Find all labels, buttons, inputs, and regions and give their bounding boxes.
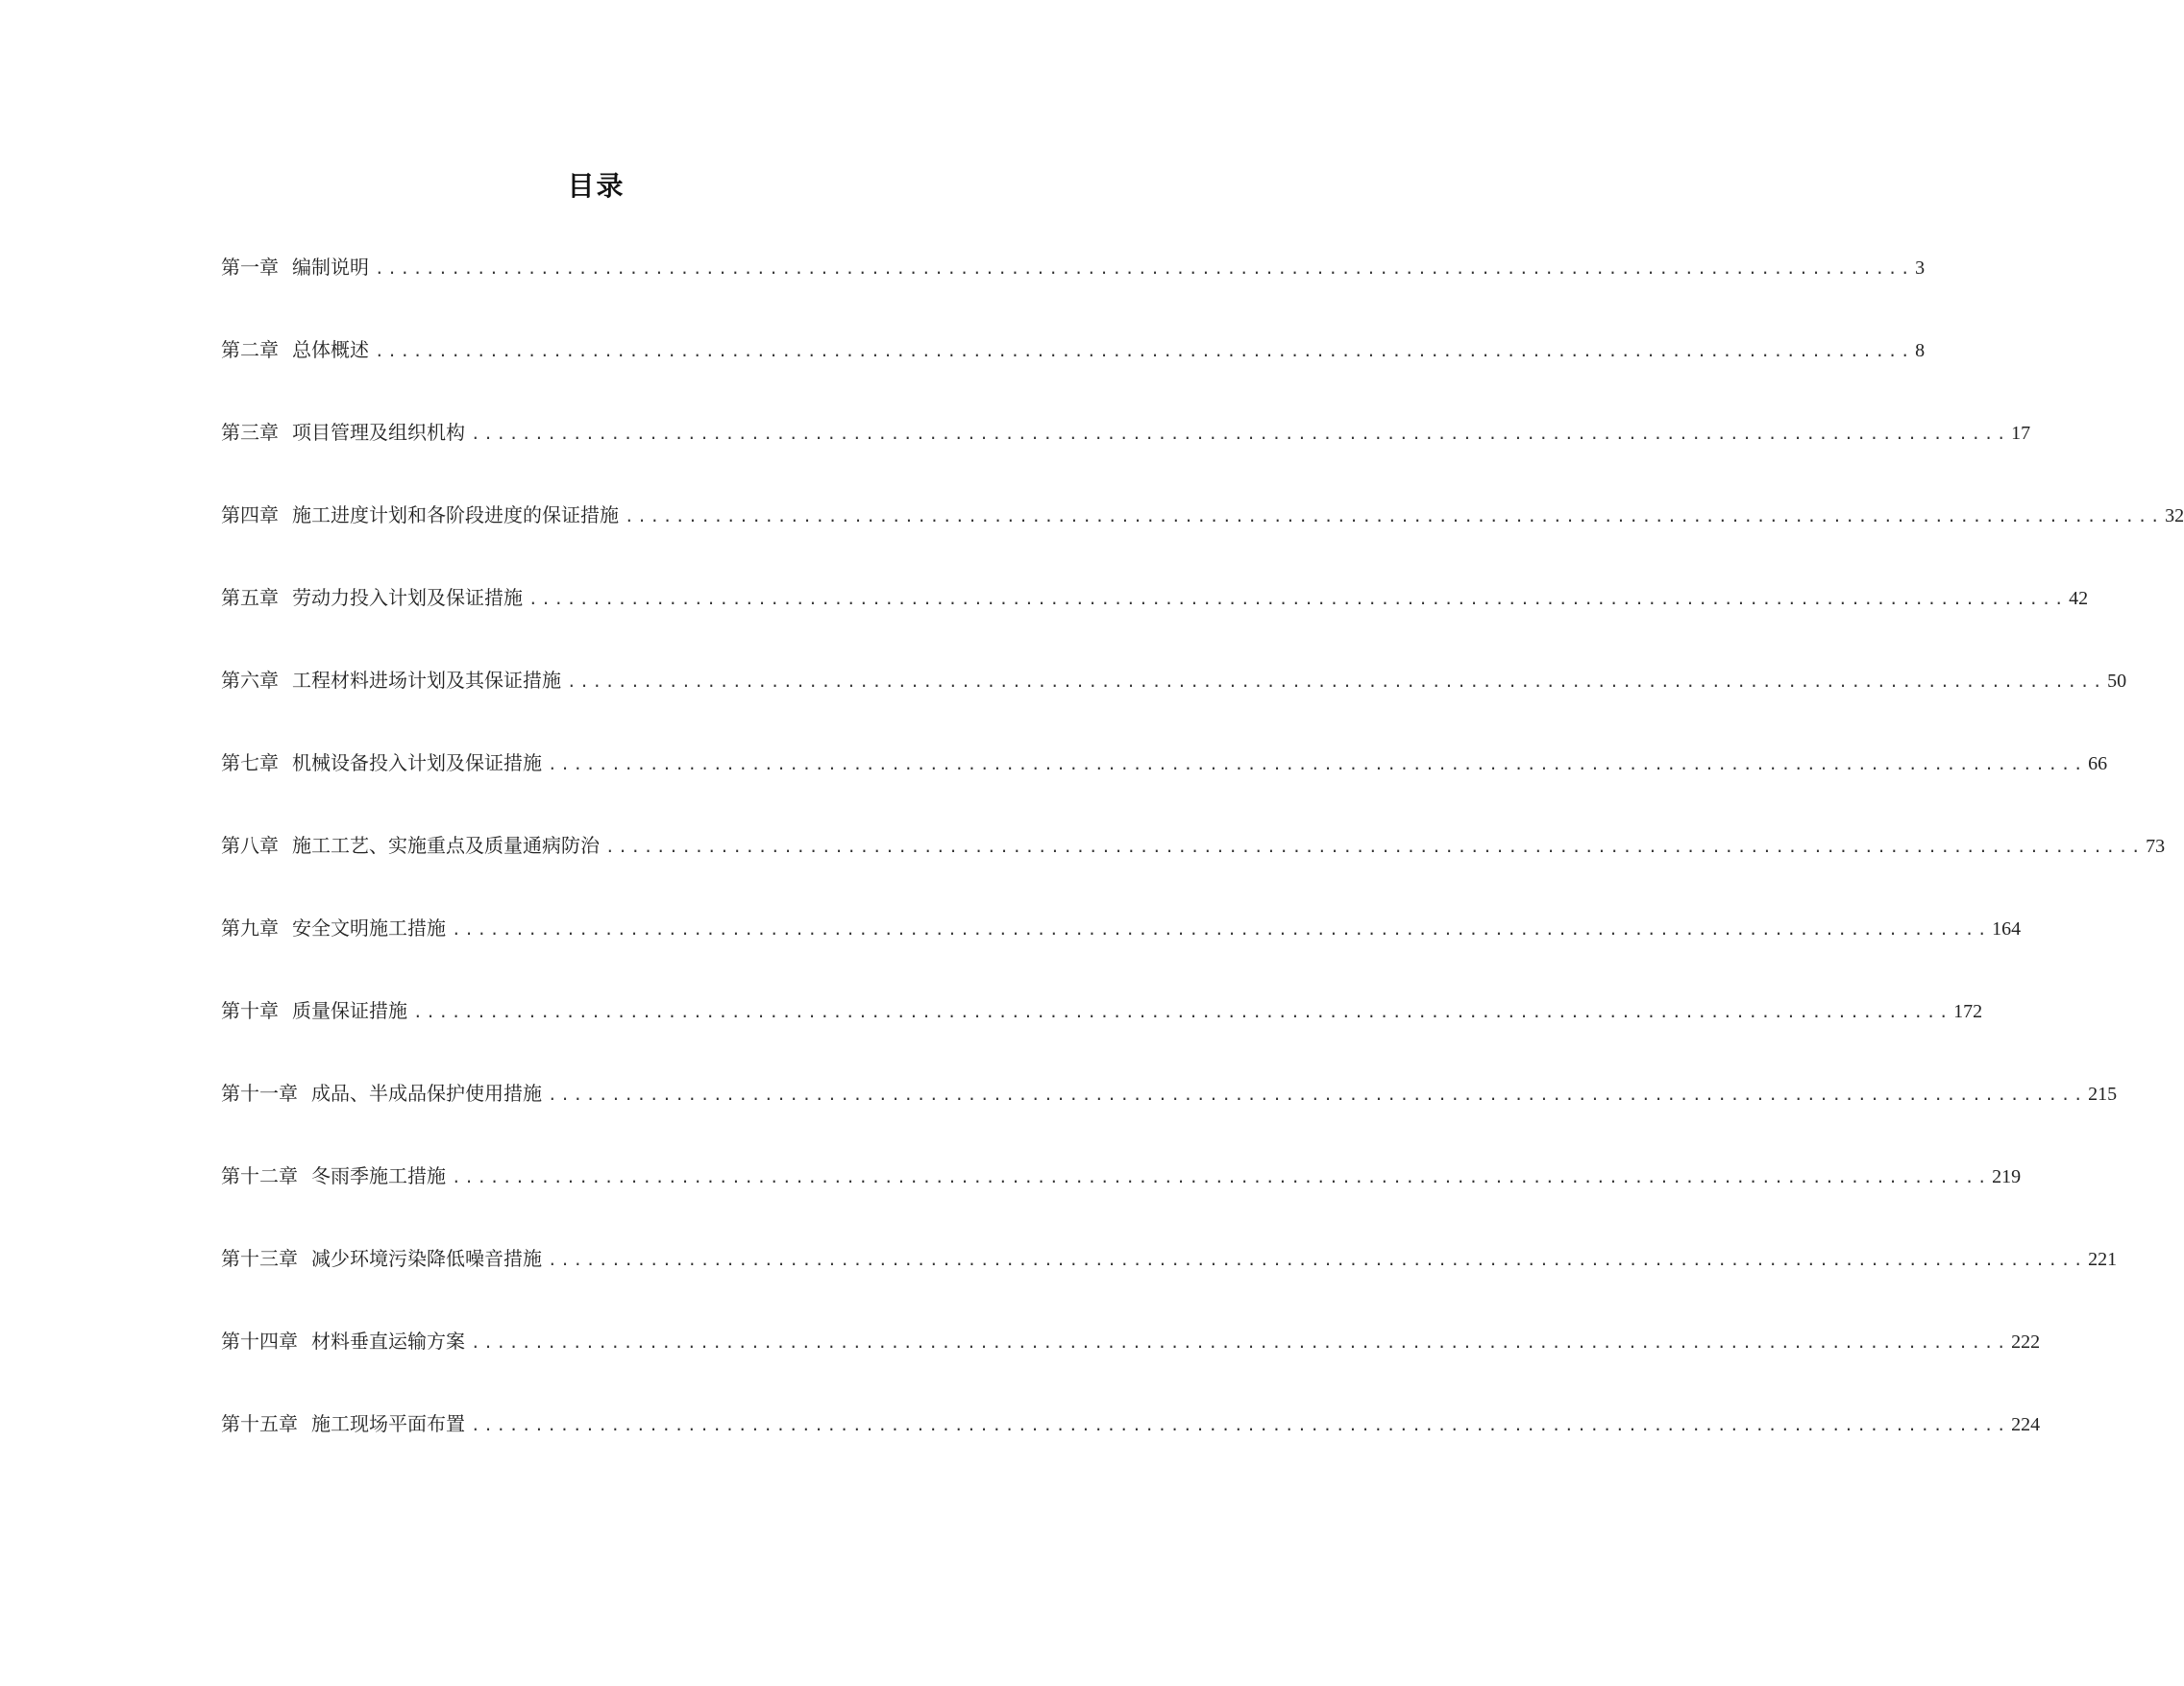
- toc-chapter-number: 第七章: [221, 751, 279, 774]
- toc-chapter-title: 材料垂直运输方案: [311, 1330, 465, 1353]
- toc-page-number: 32: [2165, 505, 2184, 526]
- toc-entry-7[interactable]: [221, 747, 2108, 776]
- toc-chapter-title: 项目管理及组织机构: [292, 421, 465, 444]
- toc-chapter-title: 施工现场平面布置: [311, 1412, 465, 1435]
- toc-chapter-title: 施工进度计划和各阶段进度的保证措施: [292, 503, 619, 526]
- toc-page-number: 73: [2146, 836, 2166, 857]
- toc-page-number: 221: [2088, 1249, 2118, 1270]
- toc-entry-5[interactable]: [221, 582, 2089, 611]
- toc-page-number: 50: [2107, 671, 2127, 692]
- toc-chapter-number: 第八章: [221, 834, 279, 857]
- toc-chapter-title: 工程材料进场计划及其保证措施: [292, 669, 561, 692]
- page-title: 目录: [567, 170, 626, 202]
- toc-dot-leader: .........................................................................................................................: [471, 1333, 2010, 1352]
- toc-dot-leader: .........................................................................................................................: [471, 425, 2010, 443]
- toc-chapter-title: 劳动力投入计划及保证措施: [292, 586, 523, 609]
- toc-page-number: 219: [1992, 1166, 2022, 1187]
- toc-dot-leader: .........................................................................................................................: [452, 920, 1991, 939]
- toc-dot-leader: .........................................................................................................................: [548, 1086, 2087, 1104]
- toc-chapter-title: 减少环境污染降低噪音措施: [311, 1247, 542, 1270]
- toc-page-number: 42: [2069, 588, 2089, 609]
- toc-page-number: 164: [1992, 918, 2022, 940]
- toc-chapter-title: 施工工艺、实施重点及质量通病防治: [292, 834, 600, 857]
- toc-dot-leader: .........................................................................................................................: [625, 507, 2164, 525]
- toc-page-number: 215: [2088, 1084, 2118, 1105]
- toc-page-number: 172: [1953, 1001, 1983, 1022]
- toc-chapter-number: 第十二章: [221, 1164, 298, 1187]
- toc-entry-1[interactable]: [221, 252, 1926, 281]
- toc-dot-leader: .........................................................................................................................: [528, 590, 2068, 608]
- toc-dot-leader: .........................................................................................................................: [605, 838, 2145, 856]
- toc-dot-leader: .........................................................................................................................: [452, 1168, 1991, 1186]
- toc-dot-leader: .........................................................................................................................: [471, 1416, 2010, 1434]
- toc-chapter-number: 第二章: [221, 338, 279, 361]
- toc-chapter-number: 第一章: [221, 256, 279, 279]
- toc-entry-10[interactable]: [221, 995, 1983, 1024]
- toc-chapter-title: 质量保证措施: [292, 999, 407, 1022]
- toc-chapter-title: 总体概述: [292, 338, 369, 361]
- toc-entry-4[interactable]: [221, 500, 2184, 528]
- toc-chapter-number: 第十五章: [221, 1412, 298, 1435]
- toc-chapter-number: 第四章: [221, 503, 279, 526]
- toc-chapter-title: 安全文明施工措施: [292, 916, 446, 940]
- toc-chapter-title: 编制说明: [292, 256, 369, 279]
- toc-dot-leader: .........................................................................................................................: [567, 672, 2106, 691]
- toc-chapter-number: 第九章: [221, 916, 279, 940]
- toc-page-number: 3: [1915, 257, 1926, 279]
- toc-dot-leader: .........................................................................................................................: [375, 259, 1914, 278]
- toc-entry-11[interactable]: [221, 1078, 2118, 1107]
- toc-page-number: 66: [2088, 753, 2108, 774]
- toc-entry-15[interactable]: [221, 1408, 2041, 1437]
- toc-chapter-number: 第三章: [221, 421, 279, 444]
- toc-entry-3[interactable]: [221, 417, 2031, 446]
- toc-chapter-number: 第十章: [221, 999, 279, 1022]
- toc-entry-13[interactable]: [221, 1243, 2118, 1272]
- toc-chapter-number: 第十一章: [221, 1082, 298, 1105]
- toc-chapter-number: 第十三章: [221, 1247, 298, 1270]
- toc-entry-14[interactable]: [221, 1326, 2041, 1355]
- toc-dot-leader: .........................................................................................................................: [548, 755, 2087, 773]
- toc-chapter-title: 机械设备投入计划及保证措施: [292, 751, 542, 774]
- toc-chapter-title: 冬雨季施工措施: [311, 1164, 446, 1187]
- toc-entry-2[interactable]: [221, 334, 1926, 363]
- toc-dot-leader: .........................................................................................................................: [375, 342, 1914, 360]
- toc-chapter-title: 成品、半成品保护使用措施: [311, 1082, 542, 1105]
- toc-entry-12[interactable]: [221, 1161, 2022, 1189]
- toc-page-number: 224: [2011, 1414, 2041, 1435]
- toc-entry-8[interactable]: [221, 830, 2166, 859]
- toc-page-number: 222: [2011, 1332, 2041, 1353]
- toc-page-number: 8: [1915, 340, 1926, 361]
- toc-page-number: 17: [2011, 423, 2031, 444]
- toc-entry-9[interactable]: [221, 913, 2022, 941]
- toc-chapter-number: 第五章: [221, 586, 279, 609]
- toc-chapter-number: 第六章: [221, 669, 279, 692]
- toc-dot-leader: .........................................................................................................................: [548, 1251, 2087, 1269]
- toc-dot-leader: .........................................................................................................................: [413, 1003, 1952, 1021]
- toc-chapter-number: 第十四章: [221, 1330, 298, 1353]
- toc-entry-6[interactable]: [221, 665, 2127, 694]
